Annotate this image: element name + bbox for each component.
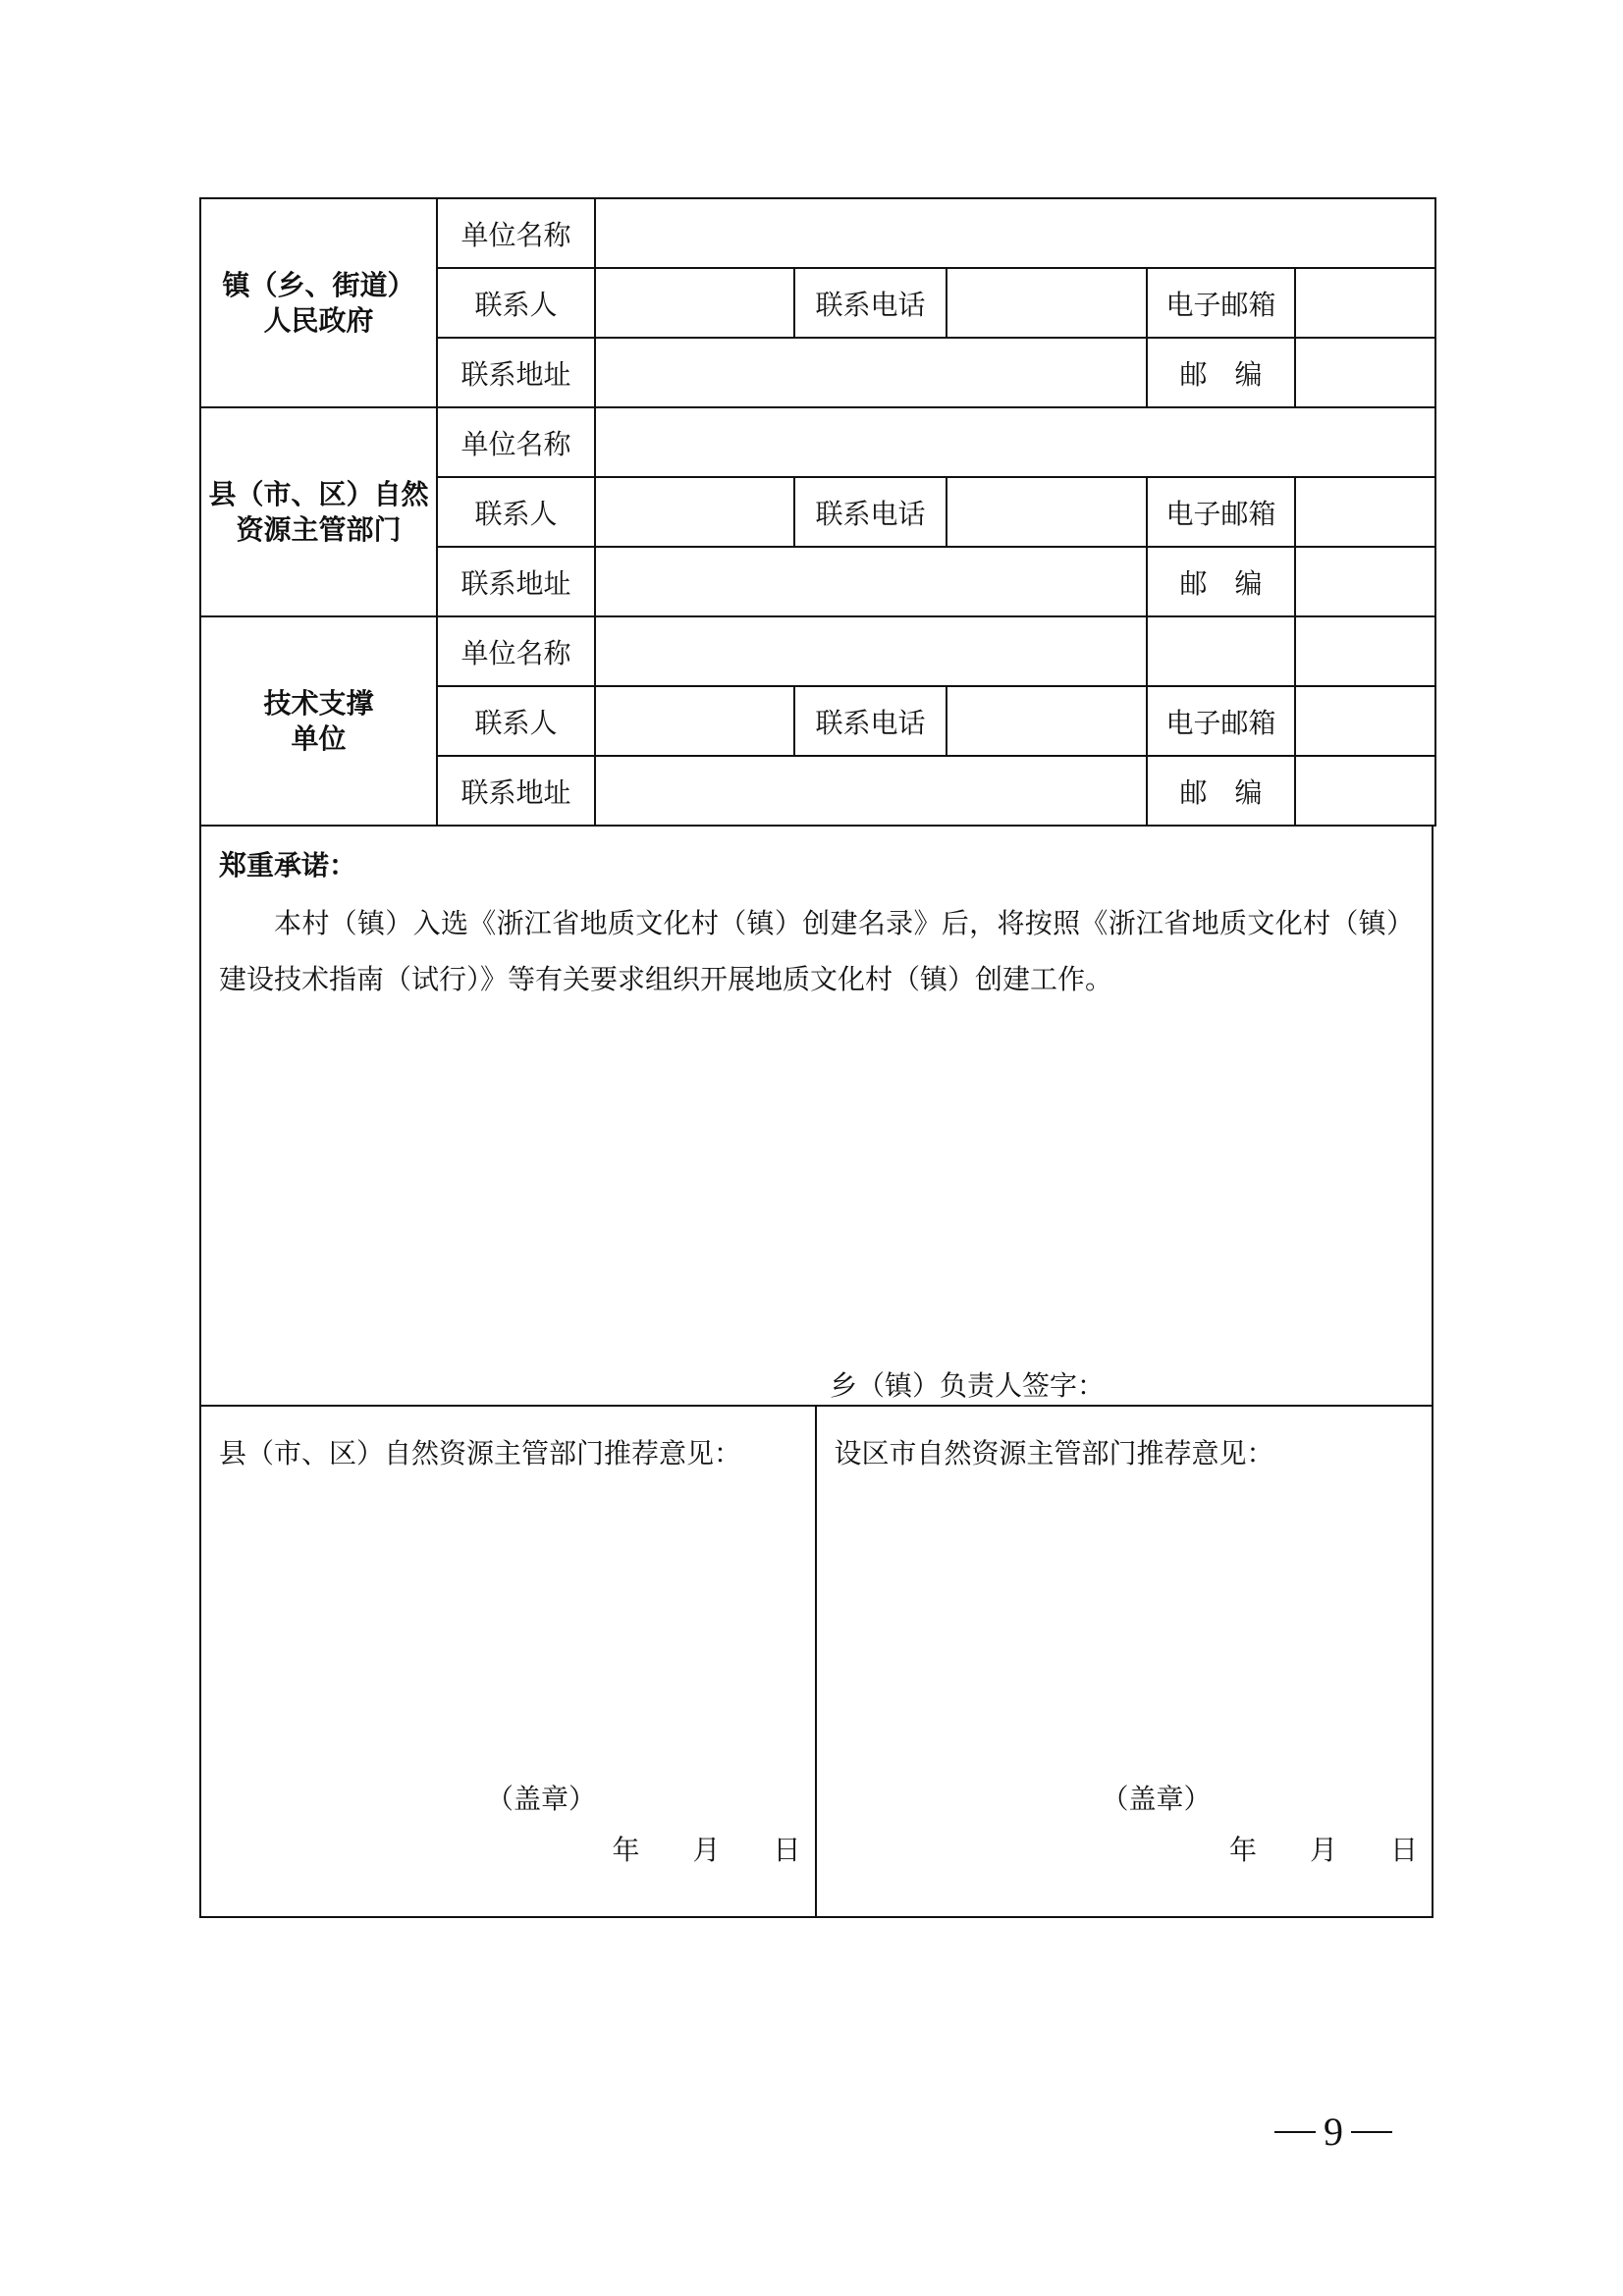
date-line bbox=[612, 1829, 800, 1868]
email-label: 电子邮箱 bbox=[1147, 477, 1295, 547]
unit-name-field[interactable] bbox=[595, 407, 1435, 477]
recommendation-section bbox=[199, 1407, 1434, 1918]
page-number-value: 9 bbox=[1324, 2109, 1343, 2154]
phone-label: 联系电话 bbox=[794, 686, 947, 756]
signature-label: 乡（镇）负责人签字： bbox=[830, 1369, 1106, 1402]
email-field[interactable] bbox=[1295, 686, 1435, 756]
phone-label: 联系电话 bbox=[794, 477, 947, 547]
month-label: 月 bbox=[692, 1834, 721, 1866]
postcode-label: 邮 编 bbox=[1147, 756, 1295, 826]
seal-label: （盖章） bbox=[486, 1783, 597, 1815]
postcode-label: 邮 编 bbox=[1147, 338, 1295, 407]
group-title-natural-resources-department bbox=[200, 407, 437, 616]
table-row bbox=[200, 198, 1435, 268]
date-line bbox=[1229, 1829, 1418, 1868]
postcode-field[interactable] bbox=[1295, 338, 1435, 407]
address-field[interactable] bbox=[595, 338, 1147, 407]
page-number-dash bbox=[1351, 2131, 1392, 2133]
day-label: 日 bbox=[1389, 1834, 1418, 1866]
pledge-title: 郑重承诺： bbox=[219, 849, 357, 881]
table-row bbox=[200, 616, 1435, 686]
contact-info-table bbox=[199, 197, 1436, 827]
unit-name-extra-field[interactable] bbox=[1295, 616, 1435, 686]
city-opinion-box[interactable] bbox=[817, 1407, 1433, 1916]
unit-name-field[interactable] bbox=[595, 616, 1147, 686]
table-row bbox=[200, 407, 1435, 477]
application-form bbox=[199, 197, 1434, 1918]
contact-field[interactable] bbox=[595, 477, 794, 547]
group-title-line: 镇（乡、街道） bbox=[222, 268, 415, 301]
city-opinion-label: 设区市自然资源主管部门推荐意见： bbox=[834, 1437, 1274, 1469]
email-label: 电子邮箱 bbox=[1147, 686, 1295, 756]
postcode-field[interactable] bbox=[1295, 547, 1435, 616]
seal-label: （盖章） bbox=[1101, 1783, 1212, 1815]
year-label: 年 bbox=[612, 1834, 640, 1866]
unit-name-extra-field[interactable] bbox=[1147, 616, 1295, 686]
email-label: 电子邮箱 bbox=[1147, 268, 1295, 338]
contact-label: 联系人 bbox=[437, 268, 595, 338]
month-label: 月 bbox=[1309, 1834, 1337, 1866]
unit-name-label: 单位名称 bbox=[437, 616, 595, 686]
postcode-label: 邮 编 bbox=[1147, 547, 1295, 616]
phone-field[interactable] bbox=[947, 268, 1147, 338]
phone-label: 联系电话 bbox=[794, 268, 947, 338]
unit-name-label: 单位名称 bbox=[437, 407, 595, 477]
group-title-line: 人民政府 bbox=[263, 303, 374, 337]
contact-field[interactable] bbox=[595, 268, 794, 338]
page-number bbox=[1274, 2109, 1392, 2155]
pledge-section bbox=[199, 827, 1434, 1407]
group-title-technical-support-unit bbox=[200, 616, 437, 826]
address-field[interactable] bbox=[595, 547, 1147, 616]
unit-name-field[interactable] bbox=[595, 198, 1435, 268]
address-label: 联系地址 bbox=[437, 338, 595, 407]
unit-name-label: 单位名称 bbox=[437, 198, 595, 268]
contact-label: 联系人 bbox=[437, 477, 595, 547]
address-field[interactable] bbox=[595, 756, 1147, 826]
county-opinion-label: 县（市、区）自然资源主管部门推荐意见： bbox=[219, 1437, 742, 1469]
postcode-field[interactable] bbox=[1295, 756, 1435, 826]
pledge-body: 本村（镇）入选《浙江省地质文化村（镇）创建名录》后，将按照《浙江省地质文化村（镇）建设技术指南（试行）》等有关要求组织开展地质文化村（镇）创建工作。 bbox=[219, 907, 1414, 995]
group-title-line: 县（市、区）自然 bbox=[208, 477, 429, 510]
phone-field[interactable] bbox=[947, 686, 1147, 756]
group-title-line: 资源主管部门 bbox=[236, 512, 402, 546]
email-field[interactable] bbox=[1295, 477, 1435, 547]
phone-field[interactable] bbox=[947, 477, 1147, 547]
group-title-line: 技术支撑 bbox=[263, 686, 374, 720]
address-label: 联系地址 bbox=[437, 756, 595, 826]
address-label: 联系地址 bbox=[437, 547, 595, 616]
page-number-dash bbox=[1274, 2131, 1316, 2133]
contact-field[interactable] bbox=[595, 686, 794, 756]
contact-label: 联系人 bbox=[437, 686, 595, 756]
day-label: 日 bbox=[773, 1834, 801, 1866]
county-opinion-box[interactable] bbox=[201, 1407, 817, 1916]
year-label: 年 bbox=[1228, 1834, 1257, 1866]
email-field[interactable] bbox=[1295, 268, 1435, 338]
group-title-line: 单位 bbox=[291, 721, 347, 755]
group-title-town-government bbox=[200, 198, 437, 407]
